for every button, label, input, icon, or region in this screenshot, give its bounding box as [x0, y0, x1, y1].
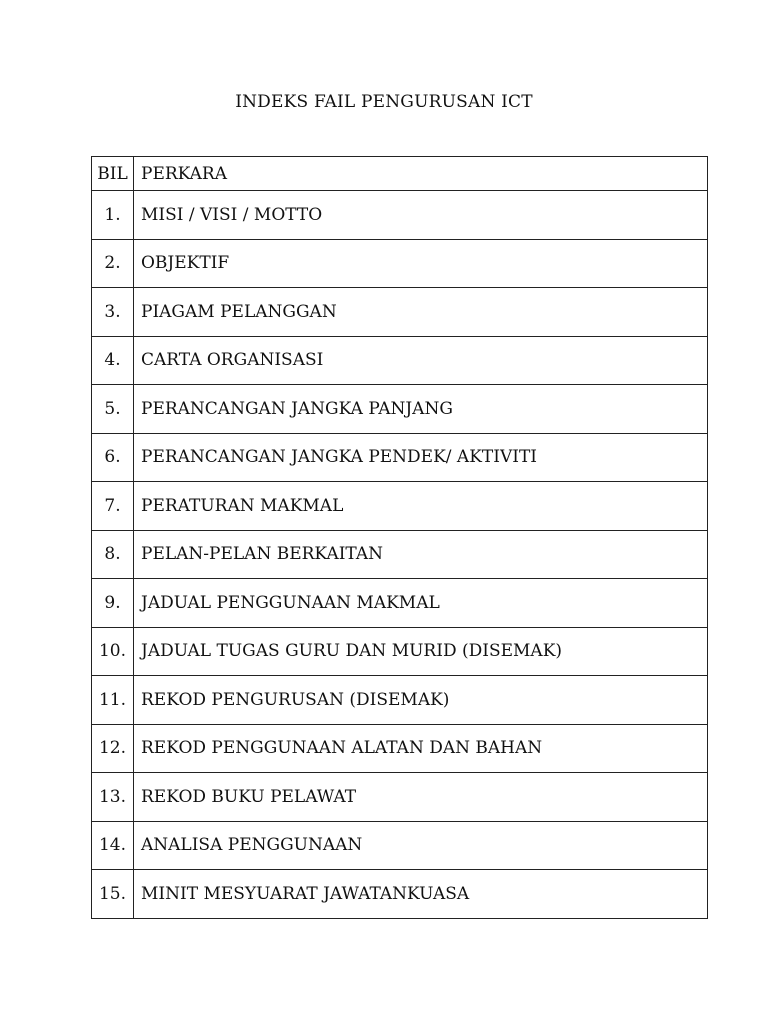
- table-row: [92, 627, 708, 676]
- row-number: 3.: [92, 288, 134, 337]
- table-row: [92, 530, 708, 579]
- index-table: [91, 156, 708, 919]
- table-row: [92, 870, 708, 919]
- row-item: PERATURAN MAKMAL: [134, 482, 708, 531]
- header-bil: BIL: [92, 157, 134, 191]
- row-item: OBJEKTIF: [134, 239, 708, 288]
- row-number: 6.: [92, 433, 134, 482]
- row-number: 2.: [92, 239, 134, 288]
- row-number: 5.: [92, 385, 134, 434]
- row-number: 11.: [92, 676, 134, 725]
- table-row: [92, 724, 708, 773]
- row-item: PIAGAM PELANGGAN: [134, 288, 708, 337]
- row-item: CARTA ORGANISASI: [134, 336, 708, 385]
- row-item: PERANCANGAN JANGKA PANJANG: [134, 385, 708, 434]
- row-number: 13.: [92, 773, 134, 822]
- table-row: [92, 579, 708, 628]
- row-number: 14.: [92, 821, 134, 870]
- document-title: INDEKS FAIL PENGURUSAN ICT: [235, 92, 533, 112]
- table-row: [92, 288, 708, 337]
- row-number: 4.: [92, 336, 134, 385]
- row-number: 1.: [92, 191, 134, 240]
- row-item: ANALISA PENGGUNAAN: [134, 821, 708, 870]
- row-item: JADUAL PENGGUNAAN MAKMAL: [134, 579, 708, 628]
- table-row: [92, 676, 708, 725]
- header-perkara: PERKARA: [134, 157, 708, 191]
- row-item: REKOD PENGURUSAN (DISEMAK): [134, 676, 708, 725]
- row-number: 9.: [92, 579, 134, 628]
- table-row: [92, 821, 708, 870]
- row-number: 10.: [92, 627, 134, 676]
- table-header-row: [92, 157, 708, 191]
- table-row: [92, 191, 708, 240]
- row-item: JADUAL TUGAS GURU DAN MURID (DISEMAK): [134, 627, 708, 676]
- row-item: PELAN-PELAN BERKAITAN: [134, 530, 708, 579]
- row-item: REKOD BUKU PELAWAT: [134, 773, 708, 822]
- table-row: [92, 773, 708, 822]
- row-number: 8.: [92, 530, 134, 579]
- table-row: [92, 482, 708, 531]
- row-number: 7.: [92, 482, 134, 531]
- table-row: [92, 433, 708, 482]
- row-item: MISI / VISI / MOTTO: [134, 191, 708, 240]
- table-row: [92, 239, 708, 288]
- row-item: REKOD PENGGUNAAN ALATAN DAN BAHAN: [134, 724, 708, 773]
- row-item: PERANCANGAN JANGKA PENDEK/ AKTIVITI: [134, 433, 708, 482]
- table-row: [92, 385, 708, 434]
- row-number: 12.: [92, 724, 134, 773]
- row-number: 15.: [92, 870, 134, 919]
- table-row: [92, 336, 708, 385]
- row-item: MINIT MESYUARAT JAWATANKUASA: [134, 870, 708, 919]
